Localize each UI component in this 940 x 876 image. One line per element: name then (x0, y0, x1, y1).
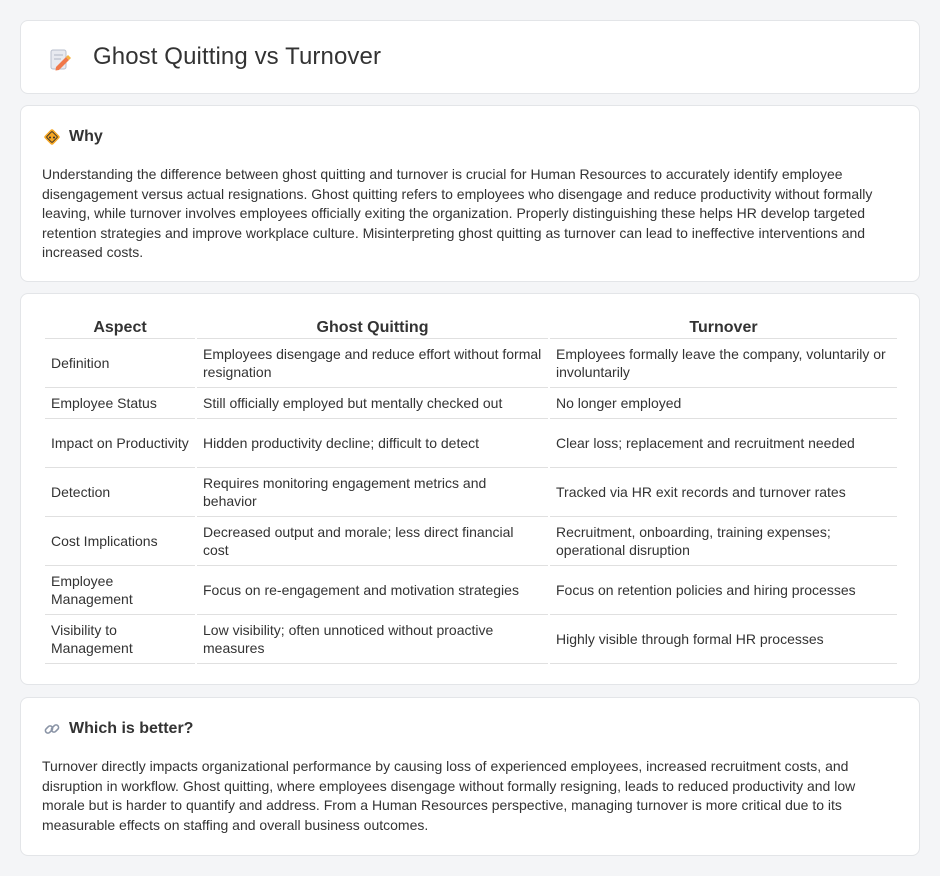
table-row (45, 419, 897, 468)
table-row (45, 388, 897, 419)
why-heading: Why (69, 128, 103, 145)
diamond-sign-icon (43, 128, 61, 146)
turnover-cell: Employees formally leave the company, voluntarily or involuntarily (550, 339, 897, 388)
aspect-cell: Employee Status (45, 388, 195, 419)
document-edit-icon (47, 47, 73, 73)
title-card (20, 20, 920, 94)
ghost-quitting-cell: Hidden productivity decline; difficult to detect (197, 419, 548, 468)
turnover-cell: Recruitment, onboarding, training expenses; operational disruption (550, 517, 897, 566)
header-aspect: Aspect (45, 314, 195, 339)
ghost-quitting-cell: Employees disengage and reduce effort without formal resignation (197, 339, 548, 388)
header-turnover: Turnover (550, 314, 897, 339)
why-section (20, 105, 920, 282)
aspect-cell: Impact on Productivity (45, 419, 195, 468)
ghost-quitting-cell: Still officially employed but mentally checked out (197, 388, 548, 419)
better-paragraph: Turnover directly impacts organizational performance by causing loss of experienced employees, increased recruitment costs, and disruption in workflow. Ghost quitting, where employees disengage without formally resigning, leads to reduced productivity and low morale but is harder to quantify and address. From a Human Resources perspective, managing turnover is more critical due to its measurable effects on staffing and overall business outcomes. (42, 758, 856, 833)
table-row (45, 468, 897, 517)
aspect-cell: Detection (45, 468, 195, 517)
why-heading-row (43, 128, 103, 146)
ghost-quitting-cell: Requires monitoring engagement metrics and behavior (197, 468, 548, 517)
page-title: Ghost Quitting vs Turnover (93, 43, 382, 70)
comparison-card (20, 293, 920, 685)
turnover-cell: No longer employed (550, 388, 897, 419)
header-ghost-quitting: Ghost Quitting (197, 314, 548, 339)
aspect-cell: Visibility to Management (45, 615, 195, 664)
aspect-cell: Employee Management (45, 566, 195, 615)
better-heading-row (43, 720, 193, 738)
ghost-quitting-cell: Low visibility; often unnoticed without proactive measures (197, 615, 548, 664)
which-is-better-section (20, 697, 920, 856)
link-icon (43, 720, 61, 738)
ghost-quitting-cell: Focus on re-engagement and motivation strategies (197, 566, 548, 615)
comparison-table (43, 314, 899, 664)
turnover-cell: Tracked via HR exit records and turnover rates (550, 468, 897, 517)
turnover-cell: Highly visible through formal HR processes (550, 615, 897, 664)
table-header-row (45, 314, 897, 339)
turnover-cell: Focus on retention policies and hiring processes (550, 566, 897, 615)
why-paragraph: Understanding the difference between ghost quitting and turnover is crucial for Human Resources to accurately identify employee disengagement versus actual resignations. Ghost quitting refers to employees who disengage and reduce productivity without formally leaving, while turnover involves employees officially exiting the organization. Properly distinguishing these helps HR develop targeted retention strategies and improve workplace culture. Misinterpreting ghost quitting as turnover can lead to ineffective interventions and increased costs. (42, 166, 873, 260)
ghost-quitting-cell: Decreased output and morale; less direct financial cost (197, 517, 548, 566)
table-row (45, 566, 897, 615)
better-heading: Which is better? (69, 720, 194, 737)
turnover-cell: Clear loss; replacement and recruitment needed (550, 419, 897, 468)
aspect-cell: Definition (45, 339, 195, 388)
table-row (45, 339, 897, 388)
table-row (45, 615, 897, 664)
aspect-cell: Cost Implications (45, 517, 195, 566)
table-row (45, 517, 897, 566)
